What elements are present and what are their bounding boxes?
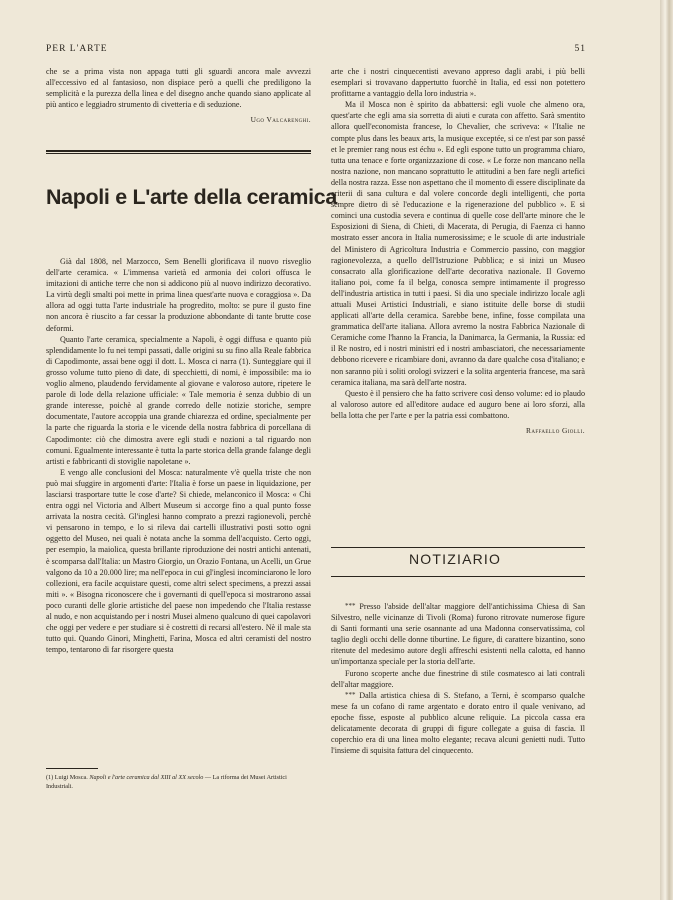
prev-article-column <box>46 66 311 125</box>
notiziario-column <box>331 601 585 756</box>
asterism-icon: *** <box>345 602 356 610</box>
prev-article-text: che se a prima vista non appaga tutti gli sguardi ancora male avvezzi all'eccessivo ed al fantasioso, non dispiace però a quelli che prediligono la semplicità e la purezza della linea e del disegno anche quando siano applicate al più antico e leggiadro strumento di civetteria e di seduzione. <box>46 67 311 110</box>
news-item-2 <box>331 690 585 757</box>
news-item-1b: Furono scoperte anche due finestrine di stile cosmatesco ai lati contrali dell'altar maggiore. <box>331 668 585 689</box>
footnote-title: Napoli e l'arte ceramica dal XIII al XX secolo <box>89 774 204 781</box>
footnote-rule <box>46 768 98 769</box>
journal-title: PER L'ARTE <box>46 44 108 54</box>
section-rule <box>46 150 311 154</box>
news-item-2-text: Dalla artistica chiesa di S. Stefano, a Terni, è scomparso qualche mese fa un cofano di rame argentato e dorato entro il quale venivano, ad epoche fisse, esposte al pubblico alcune reliquie. La piccola cassa era delicatamente decorata di gruppi di figure collegate a guisa di fascia. Il coperchio era di una linea molto elegante; recava alcuni genietti nudi. Tutto l'insieme di squisita fattura del cinquecento. <box>331 690 585 756</box>
article-paragraph-2: Quanto l'arte ceramica, specialmente a Napoli, è oggi diffusa e quanto più splendidamente lo fu nei tempi passati, dalle origini su su fino alla Reale fabbrica di Capodimonte, assai bene oggi il dott. L. Mosca ci narra (1). Sunteggiare qui il grosso volume tutto pieno di date, di specchietti, di nomi, è impossibile: ma io voglio almeno, plaudendo fervidamente al giovane e valoroso autore, ripetere le parole di lode della relazione ufficiale: « Tale memoria è senza dubbio di un grande interesse, poichè al grande corredo delle notizie storiche, sempre documentate, l'autore accoppia una grande chiarezza ed ordine, specialmente per la parte che riguarda la storia e le vicende della nostra fabbrica di porcellana di Capodimonte: ciò che dimostra avere egli studi e nozioni a tal riguardo non comuni. Egualmente interessante è tutta la parte storica della grande falange degli artisti e fabbricanti di stoviglie napoletane ». <box>46 334 311 466</box>
prev-article-author: Ugo Valcarenghi. <box>250 115 311 125</box>
article-author: Raffaello Giolli. <box>526 426 585 435</box>
article-paragraph-3: E vengo alle conclusioni del Mosca: naturalmente v'è quella triste che non può mai sfuggire in argomenti d'arte: l'Italia è forse un paese in liquidazione, per lasciarsi trasportare tutte le cose d'arte? Si chiede, melanconico il Mosca: « Chi entra oggi nel Victoria and Albert Museum si accorge fino a qual punto fosse arrivata la nostra cecità. Gl'inglesi hanno comprato a prezzi ragionevoli, perchè vi pensarono in tempo, e lo si rileva dai cartelli illustrativi posti sotto ogni oggetto del Museo, nei quali è notata anche la somma dell'acquisto. Certo oggi, per esempio, la maiolica, questa brillante riproduzione dei nostri antichi antenati, è scomparsa dall'Italia: un Mastro Giorgio, un Orazio Fontana, un Acelli, un Grue valgono da 10 a 20.000 lire; ma nell'epoca in cui gl'inglesi incominciarono le loro collezioni, era facile acquistare questi, come altri select specimens, a prezzi assai miti ». « Bisogna riconoscere che i governanti di quell'epoca si mostrarono assai poco curanti delle glorie artistiche del paese non impedendo che l'Italia restasse al nudo, e non acquistando per i nostri Musei almeno qualcuno di quei capolavori che oggi per vedere e per studiare si è costretti di recarsi all'estero. Nè il male sta tutto qui. Quando Ginori, Minghetti, Farina, Mosca ed altri ceramisti del nostro tempo, tentarono di far risorgere questa <box>46 467 311 655</box>
running-head <box>46 44 586 58</box>
article-paragraph-4: arte che i nostri cinquecentisti avevano appreso dagli arabi, i più belli esemplari si trovavano dappertutto fuorchè in Italia, ed essi non potettero profittarne a vantaggio della loro industria ». <box>331 67 585 99</box>
article-paragraph-5: Ma il Mosca non è spirito da abbattersi: egli vuole che almeno ora, quest'arte che egli ama sia sorretta di aiuti e curata con affetto. Sarà smentito allora quell'economista francese, lo Chevalier, che scriveva: « l'Italie ne compte plus dans les beaux arts, la musique exceptée, si ce n'est par son passé et le premier rang nous est échu ». Ed egli espone tutto un programma chiaro, tutta una tenace e forte organizzazione di cose. « Le forze non mancano nella nostra nazione, non mancano soprattutto le attitudini a ben fare negli artefici della nostra razza. Esse non aspettano che il momento di essere disciplinate da criterii di sana cultura e dal volere concorde degli intelligenti, che porta sempre dietro di sè l'educazione e la rigenerazione del pubblico ». E si cominci una custodia severa e continua di quelle cose dell'arte minore che le Esposizioni di Siena, di Chieti, di Macerata, di Perugia, di Faenza ci hanno mostrato esser ancora in Italia numerosissime; e le scuole di arte industriale del Ministero di Agricoltura Industria e Commercio passino, con maggior ragionevolezza, a quello dell'Istruzione Pubblica; e si inizi un Museo consacrato alla glorificazione dell'arte decorativa nazionale. Il Governo italiano poi, come fa il belga, conosca sempre intimamente il progresso dell'industria artistica in tutti i paesi. Si dia uno speciale indirizzo locale agli attuali Musei Artistici Industriali, e siano istituite delle borse di studii applicati all'arte della ceramica. Sarebbe bene, infine, fosse compilata una grammatica dell'arte italiana. Allora avremo la nostra Fabbrica Nazionale di Ceramiche come l'hanno la Francia, la Danimarca, la Germania, la Russia: ed il Re nostro, ed i nostri ministri ed i nostri ambasciatori, che necessariamente debbono ricevere e ricambiare doni, avranno da dare qualche cosa d'italiano; e non saranno più i soliti orologi svizzeri e la solita argenteria francese, ma sarà ceramica italiana, ma sarà dell'arte nostra. <box>331 100 585 387</box>
notiziario-title: NOTIZIARIO <box>409 551 502 567</box>
article-title: Napoli e L'arte della ceramica <box>46 185 337 209</box>
article-paragraph-6: Questo è il pensiero che ha fatto scrivere così denso volume: ed io plaudo al valoroso autore ed all'editore audace ed auguro bene ai loro sforzi, alla bella lotta che per l'arte e per la patria essi combattono. <box>331 388 585 420</box>
article-right-column <box>331 66 585 436</box>
news-item-1 <box>331 601 585 668</box>
article-left-column <box>46 256 311 655</box>
page-edge <box>660 0 673 900</box>
footnote-ref: (1) Luigi Mosca. <box>46 774 88 781</box>
article-paragraph-1: Già dal 1808, nel Marzocco, Sem Benelli glorificava il nuovo risveglio dell'arte ceramica. « L'immensa varietà ed armonia dei colori offusca le imitazioni di antiche terre che non si addicono più al nuovo indirizzo decorativo. La virtù degli smalti poi mette in prima linea quest'arte nuova e coraggiosa ». Da allora ad oggi tutta l'arte industriale ha progredito, molto: se pure il gusto fine non ancora è riuscito a far cessar la produzione abbondante di tante brutte cose deformi. <box>46 257 311 333</box>
page-number: 51 <box>574 44 586 54</box>
footnote-rest: — La riforma dei Musei Artistici Industriali. <box>46 774 287 790</box>
news-item-1-text: Presso l'abside dell'altar maggiore dell'antichissima Chiesa di San Silvestro, nelle vicinanze di Tivoli (Roma) furono ritrovate numerose figure di Santi formanti una serie osannante ad una Madonna conservatissima, col taglio degli occhi delle donne tiburtine. Le figure, di carattere bizantino, sono ritenute del medesimo autore degli affreschi esistenti nella calotta, ed hanno un'importanza speciale per la storia dell'arte. <box>331 602 585 667</box>
footnote <box>46 773 311 791</box>
asterism-icon: *** <box>345 690 356 699</box>
